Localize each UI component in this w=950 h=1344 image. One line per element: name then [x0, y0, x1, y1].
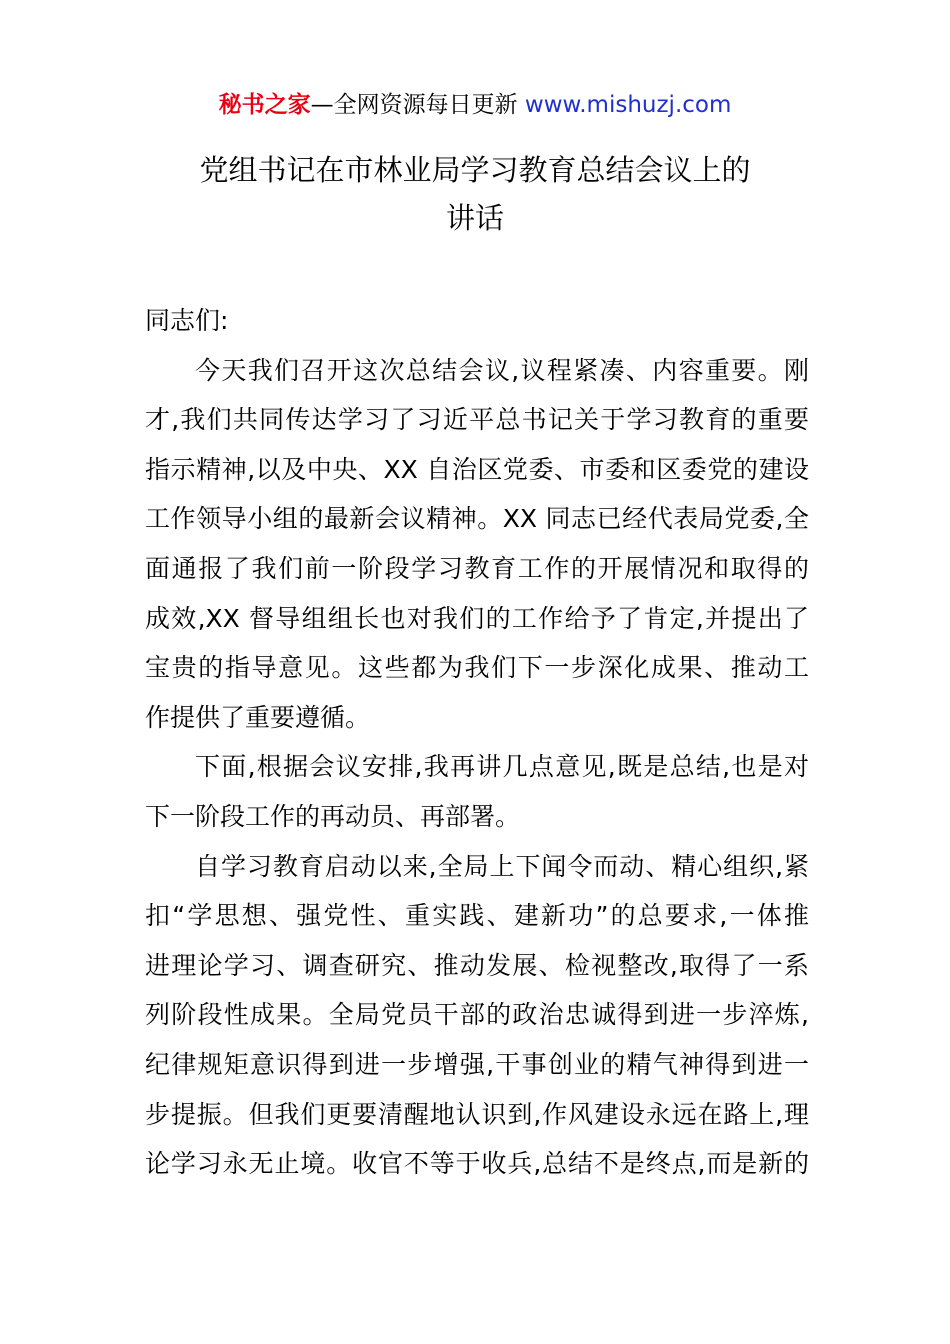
document-title-line-2: 讲话	[445, 201, 504, 235]
paragraph-line: 列阶段性成果。全局党员干部的政治忠诚得到进一步淬炼,	[145, 1000, 809, 1030]
paragraph-line: 才,我们共同传达学习了习近平总书记关于学习教育的重要	[145, 405, 809, 435]
paragraph-line: 论学习永无止境。收官不等于收兵,总结不是终点,而是新的	[145, 1149, 809, 1179]
paragraph-line: 步提振。但我们更要清醒地认识到,作风建设永远在路上,理	[145, 1099, 809, 1129]
paragraph-line: 指示精神,以及中央、XX 自治区党委、市委和区委党的建设	[145, 454, 809, 484]
paragraph-1	[145, 346, 809, 743]
paragraph-line: 扣“学思想、强党性、重实践、建新功”的总要求,一体推	[145, 901, 809, 931]
paragraph-line: 下一阶段工作的再动员、再部署。	[145, 801, 521, 831]
site-tagline: —全网资源每日更新	[310, 92, 525, 118]
document-title-line-1: 党组书记在市林业局学习教育总结会议上的	[199, 153, 751, 187]
paragraph-line: 工作领导小组的最新会议精神。XX 同志已经代表局党委,全	[145, 504, 809, 534]
paragraph-line: 今天我们召开这次总结会议,议程紧凑、内容重要。刚	[195, 355, 809, 385]
paragraph-2	[145, 742, 809, 841]
site-brand: 秘书之家	[218, 92, 311, 118]
paragraph-3	[145, 842, 809, 1189]
document-title	[145, 146, 805, 242]
paragraph-line: 面通报了我们前一阶段学习教育工作的开展情况和取得的	[145, 553, 809, 583]
paragraph-line: 作提供了重要遵循。	[145, 702, 371, 732]
paragraph-line: 纪律规矩意识得到进一步增强,干事创业的精气神得到进一	[145, 1049, 809, 1079]
paragraph-line: 下面,根据会议安排,我再讲几点意见,既是总结,也是对	[195, 752, 809, 782]
salutation: 同志们:	[145, 306, 229, 335]
paragraph-line: 自学习教育启动以来,全局上下闻令而动、精心组织,紧	[195, 851, 809, 881]
paragraph-line: 成效,XX 督导组组长也对我们的工作给予了肯定,并提出了	[145, 603, 809, 633]
paragraph-line: 进理论学习、调查研究、推动发展、检视整改,取得了一系	[145, 950, 809, 980]
site-url-link[interactable]: www.mishuzj.com	[524, 92, 732, 118]
site-header	[0, 88, 950, 122]
paragraph-line: 宝贵的指导意见。这些都为我们下一步深化成果、推动工	[145, 653, 809, 683]
document-body	[145, 296, 809, 1189]
